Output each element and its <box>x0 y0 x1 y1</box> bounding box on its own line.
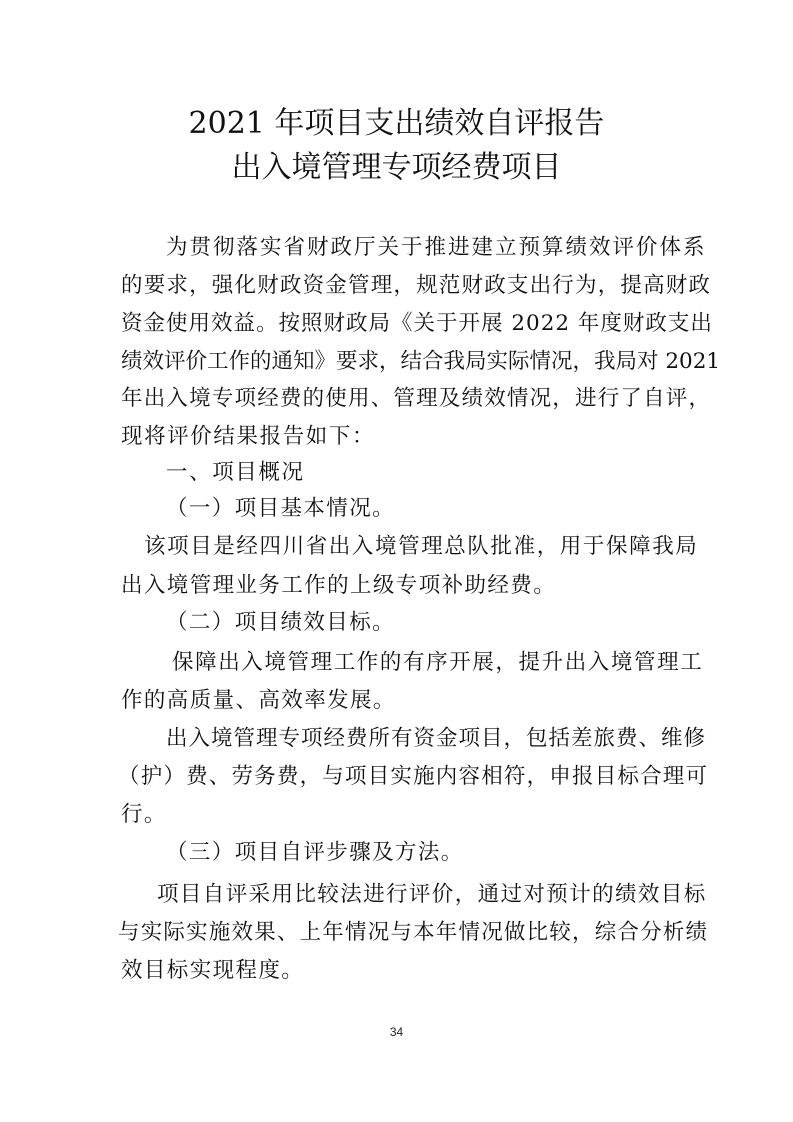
funding-items-line-3: 行。 <box>121 802 167 827</box>
funding-items-line-2: （护）费、劳务费，与项目实施内容相符，申报目标合理可 <box>118 764 709 789</box>
section-heading-project-overview: 一、项目概况 <box>166 460 305 485</box>
intro-line-1: 为贯彻落实省财政厅关于推进建立预算绩效评价体系 <box>166 235 707 260</box>
intro-line-5: 年出入境专项经费的使用、管理及绩效情况，进行了自评， <box>121 386 712 411</box>
method-line-1: 项目自评采用比较法进行评价，通过对预计的绩效目标 <box>157 882 707 907</box>
goals-line-2: 作的高质量、高效率发展。 <box>121 688 396 713</box>
subheading-basic-info: （一）项目基本情况。 <box>166 496 396 521</box>
intro-line-2: 的要求，强化财政资金管理，规范财政支出行为，提高财政 <box>121 273 712 298</box>
basic-info-line-2: 出入境管理业务工作的上级专项补助经费。 <box>121 573 557 598</box>
basic-info-line-1: 该项目是经四川省出入境管理总队批准，用于保障我局 <box>144 534 699 559</box>
page-number: 34 <box>389 1025 404 1039</box>
intro-line-6: 现将评价结果报告如下： <box>121 424 376 449</box>
funding-items-line-1: 出入境管理专项经费所有资金项目，包括差旅费、维修 <box>166 726 707 751</box>
method-line-3: 效目标实现程度。 <box>121 958 305 983</box>
intro-line-4: 绩效评价工作的通知》要求，结合我局实际情况，我局对 2021 <box>121 349 721 374</box>
subheading-evaluation-method: （三）项目自评步骤及方法。 <box>166 840 464 865</box>
intro-line-3: 资金使用效益。按照财政局《关于开展 2022 年度财政支出 <box>121 311 713 336</box>
method-line-2: 与实际实施效果、上年情况与本年情况做比较，综合分析绩 <box>118 920 709 945</box>
report-title: 2021 年项目支出绩效自评报告 <box>188 106 605 141</box>
report-subtitle: 出入境管理专项经费项目 <box>231 150 562 185</box>
goals-line-1: 保障出入境管理工作的有序开展，提升出入境管理工 <box>172 650 704 675</box>
subheading-performance-goals: （二）项目绩效目标。 <box>166 610 396 635</box>
